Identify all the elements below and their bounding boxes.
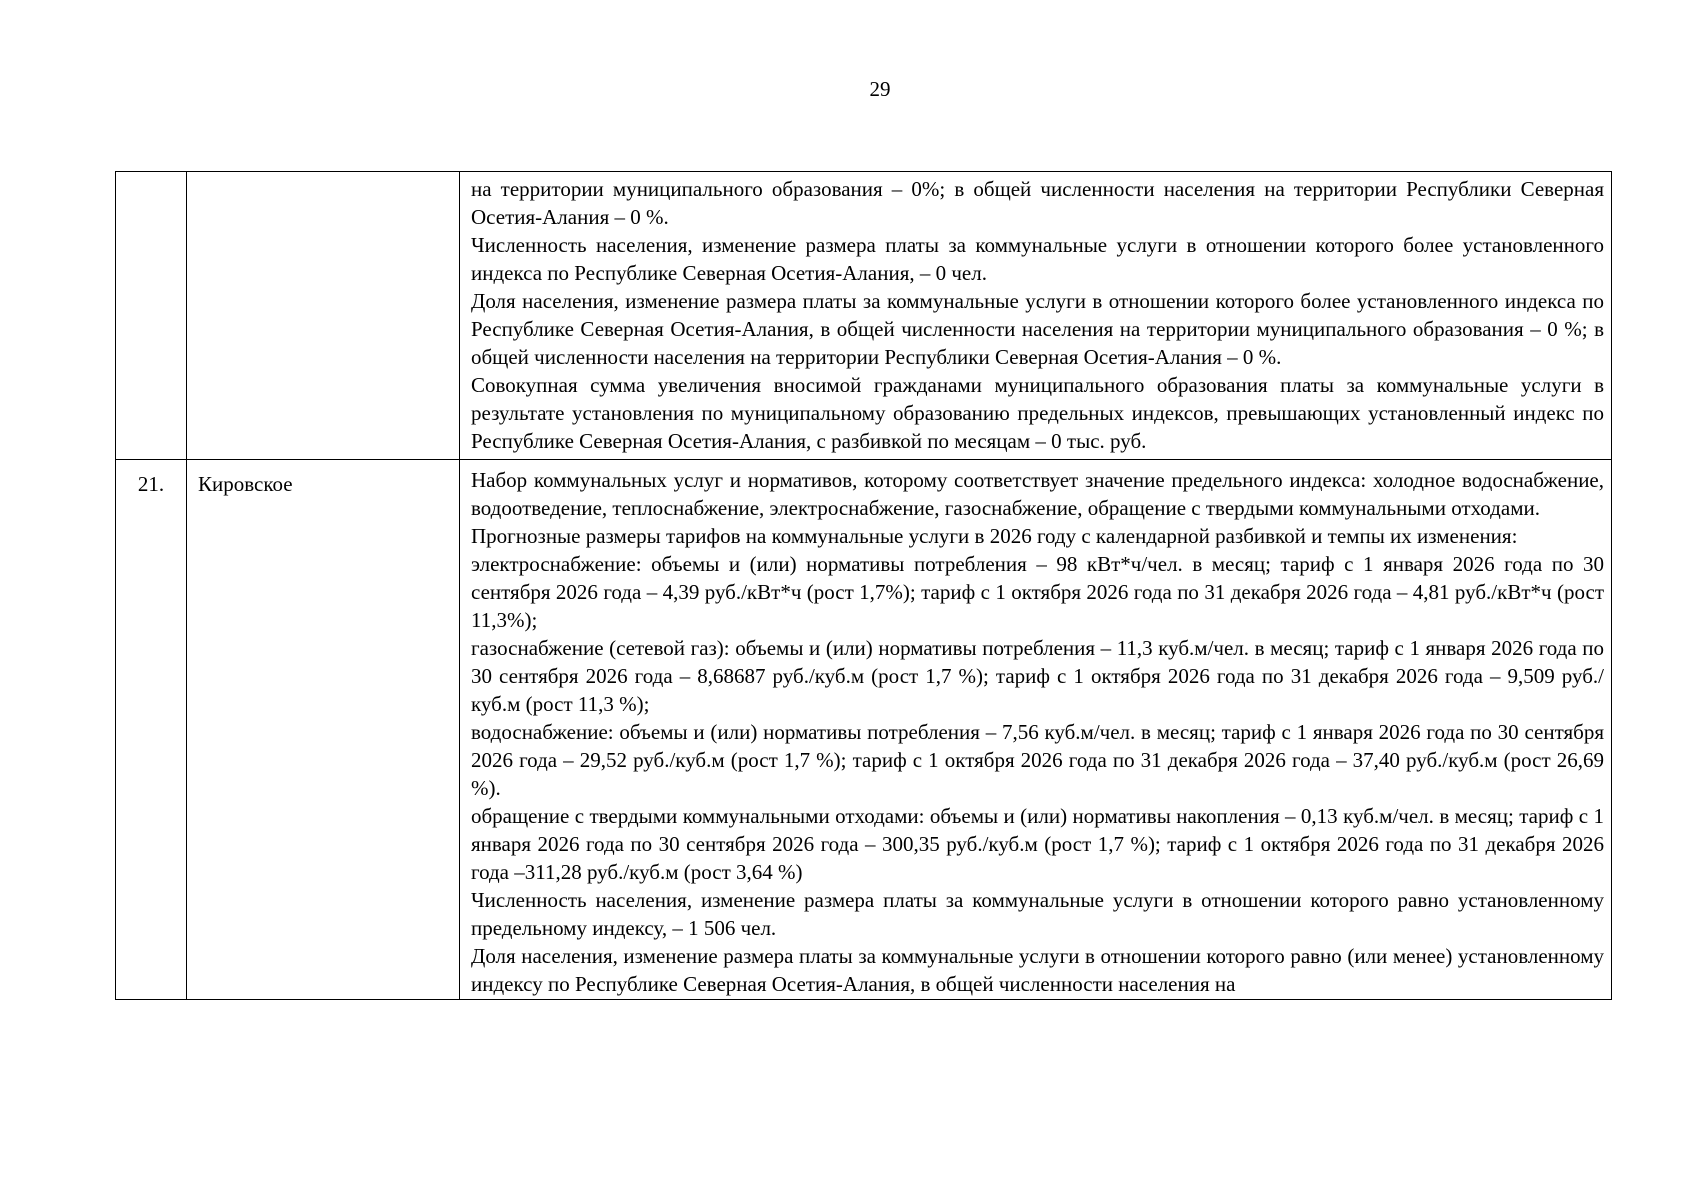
table-row xyxy=(116,172,1612,460)
row-number-cell xyxy=(116,172,187,460)
paragraph: на территории муниципального образования – 0%; в общей численности населения на территории Республики Северная Осетия-Алания – 0 %. xyxy=(471,177,1604,229)
table-row xyxy=(116,460,1612,1000)
paragraph: Прогнозные размеры тарифов на коммунальные услуги в 2026 году с календарной разбивкой и темпы их изменения: xyxy=(471,524,1518,548)
paragraph: Численность населения, изменение размера платы за коммунальные услуги в отношении которого более установленного индекса по Республике Северная Осетия-Алания, – 0 чел. xyxy=(471,233,1604,285)
paragraph: Численность населения, изменение размера платы за коммунальные услуги в отношении которого равно установленному предельному индексу, – 1 506 чел. xyxy=(471,888,1604,940)
description-cell xyxy=(460,172,1612,460)
paragraph: Совокупная сумма увеличения вносимой гражданами муниципального образования платы за коммунальные услуги в результате установления по муниципальному образованию предельных индексов, превышающих установленный индекс по Республике Северная Осетия-Алания, с разбивкой по месяцам – 0 тыс. руб. xyxy=(471,373,1604,453)
paragraph: электроснабжение: объемы и (или) нормативы потребления – 98 кВт*ч/чел. в месяц; тариф с 1 января 2026 года по 30 сентября 2026 года – 4,39 руб./кВт*ч (рост 1,7%); тариф с 1 октября 2026 года по 31 декабря 2026 года – 4,81 руб./кВт*ч (рост 11,3%); xyxy=(471,552,1604,632)
description-cell xyxy=(460,460,1612,1000)
paragraph: Доля населения, изменение размера платы за коммунальные услуги в отношении которого более установленного индекса по Республике Северная Осетия-Алания, в общей численности населения на территории муниципального образования – 0 %; в общей численности населения на территории Республики Северная Осетия-Алания – 0 %. xyxy=(471,289,1604,369)
municipality-name-cell: Кировское xyxy=(187,460,460,1000)
paragraph: водоснабжение: объемы и (или) нормативы потребления – 7,56 куб.м/чел. в месяц; тариф с 1 января 2026 года по 30 сентября 2026 года – 29,52 руб./куб.м (рост 1,7 %); тариф с 1 октября 2026 года по 31 декабря 2026 года – 37,40 руб./куб.м (рост 26,69 %). xyxy=(471,720,1604,800)
municipal-index-table xyxy=(115,171,1612,1000)
page-number: 29 xyxy=(869,77,891,101)
paragraph: Набор коммунальных услуг и нормативов, которому соответствует значение предельного индекса: холодное водоснабжение, водоотведение, теплоснабжение, электроснабжение, газоснабжение, обращение с твердыми коммунальными отходами. xyxy=(471,468,1604,520)
paragraph: обращение с твердыми коммунальными отходами: объемы и (или) нормативы накопления – 0,13 куб.м/чел. в месяц; тариф с 1 января 2026 года по 30 сентября 2026 года – 300,35 руб./куб.м (рост 1,7 %); тариф с 1 октября 2026 года по 31 декабря 2026 года –311,28 руб./куб.м (рост 3,64 %) xyxy=(471,804,1604,884)
row-number-cell: 21. xyxy=(116,460,187,1000)
paragraph: газоснабжение (сетевой газ): объемы и (или) нормативы потребления – 11,3 куб.м/чел. в месяц; тариф с 1 января 2026 года по 30 сентября 2026 года – 8,68687 руб./куб.м (рост 1,7 %); тариф с 1 октября 2026 года по 31 декабря 2026 года – 9,509 руб./куб.м (рост 11,3 %); xyxy=(471,636,1604,716)
paragraph: Доля населения, изменение размера платы за коммунальные услуги в отношении которого равно (или менее) установленному индексу по Республике Северная Осетия-Алания, в общей численности населения на xyxy=(471,944,1604,996)
municipality-name-cell xyxy=(187,172,460,460)
